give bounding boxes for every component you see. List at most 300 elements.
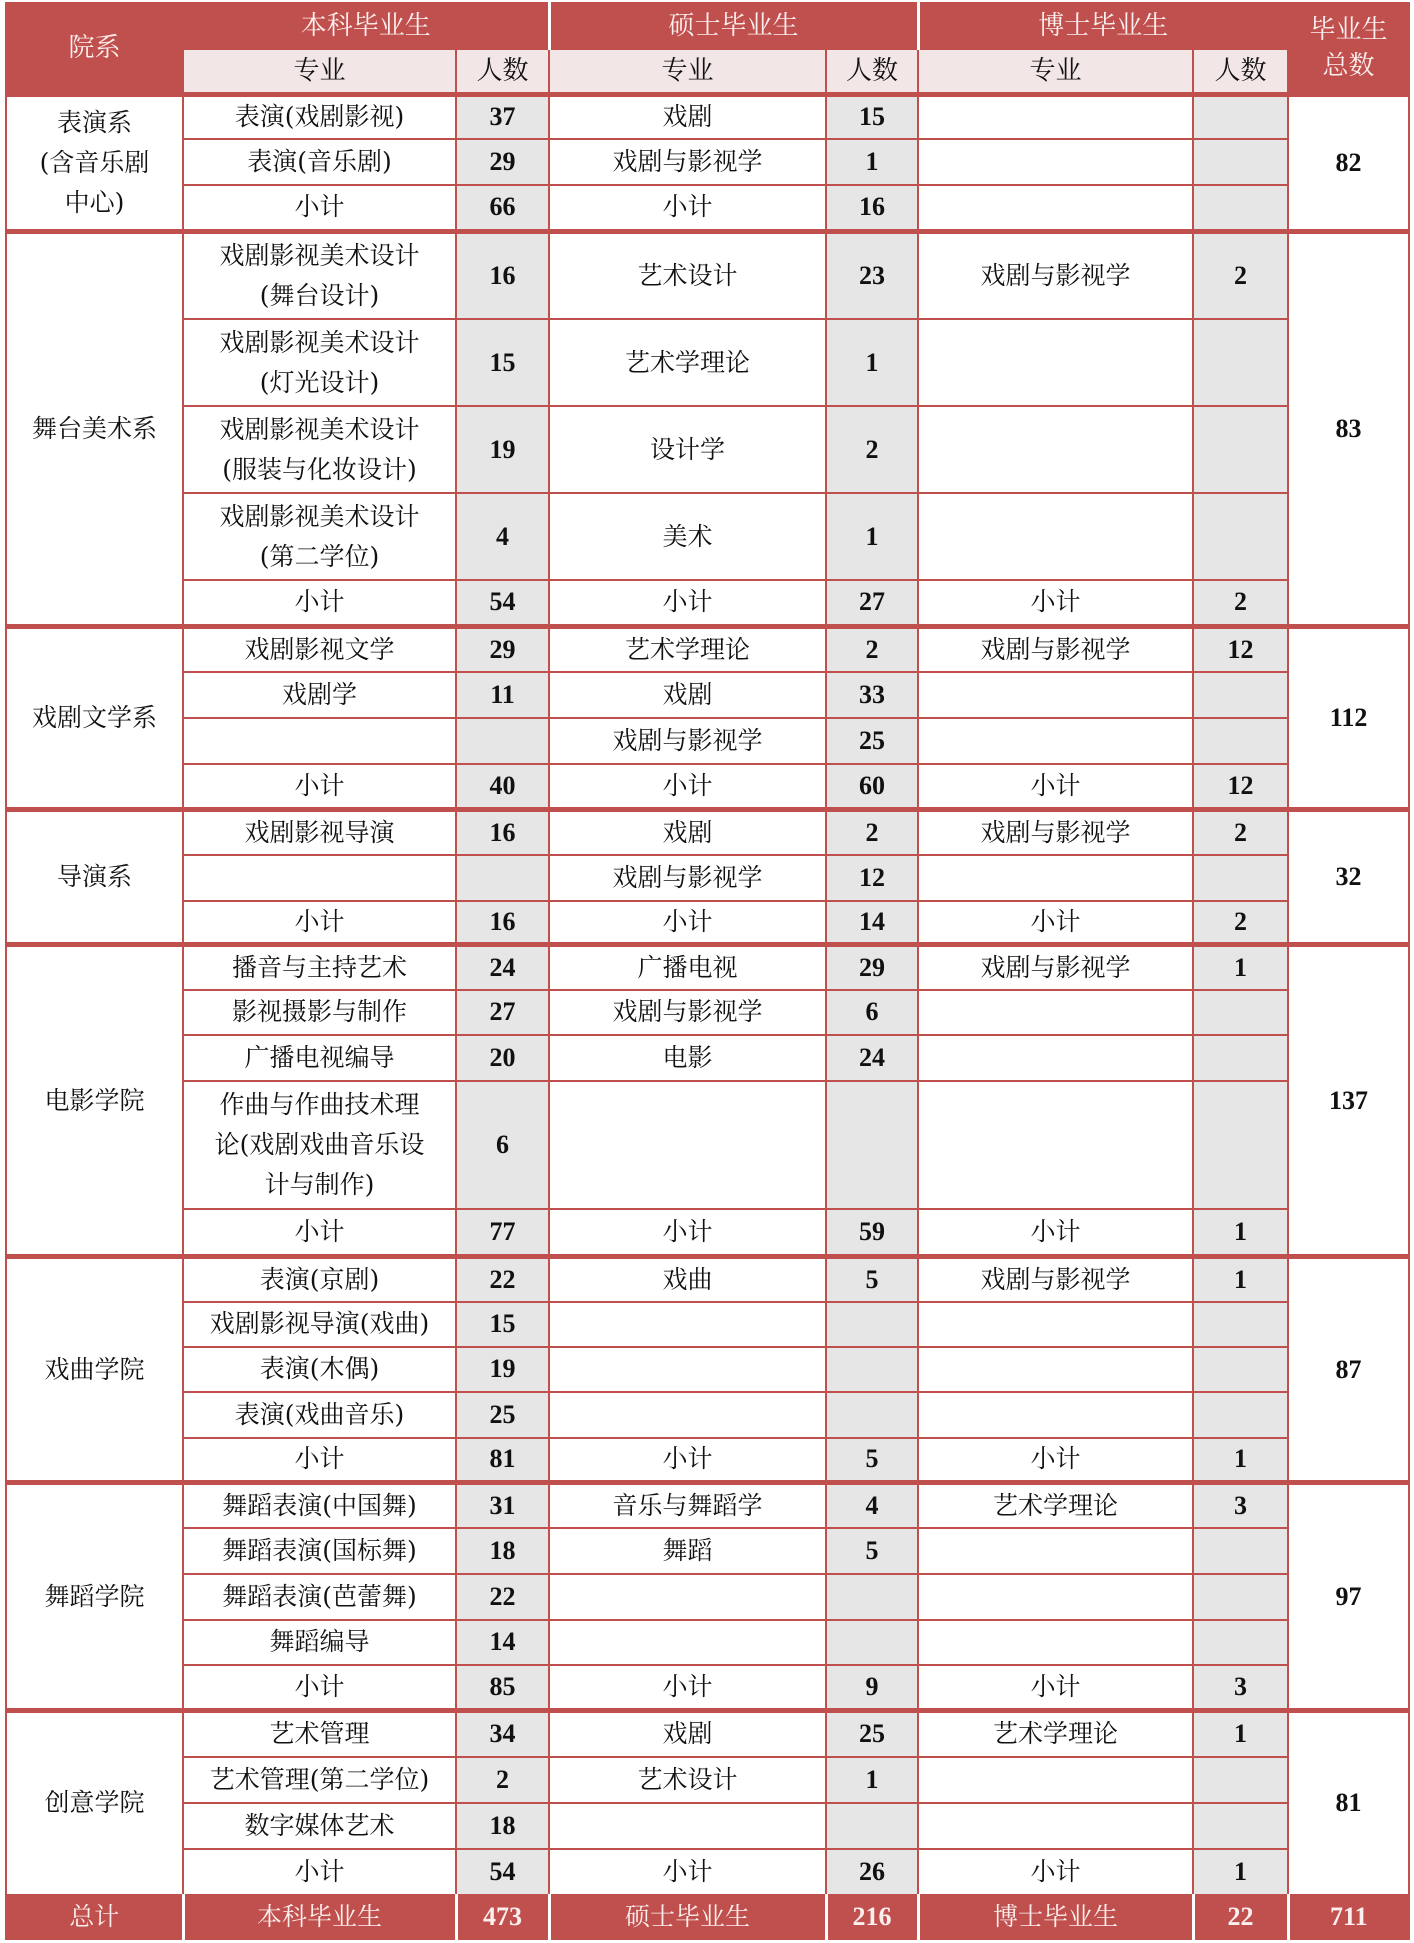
bachelor-major	[183, 855, 456, 901]
master-major: 戏剧	[549, 94, 826, 139]
table-row	[6, 406, 1409, 493]
doctor-major	[918, 1757, 1193, 1803]
doctor-major	[918, 1081, 1193, 1209]
footer-grand-total: 711	[1288, 1895, 1409, 1939]
master-major: 戏剧与影视学	[549, 139, 826, 185]
master-subtotal: 9	[826, 1665, 918, 1711]
master-major: 设计学	[549, 406, 826, 493]
doctor-major: 戏剧与影视学	[918, 231, 1193, 319]
header-doctor-count: 人数	[1193, 49, 1288, 94]
department-name	[6, 626, 183, 809]
department-total: 112	[1288, 626, 1409, 809]
text-line: 舞蹈学院	[44, 1581, 145, 1611]
master-subtotal: 60	[826, 764, 918, 809]
header-row-1	[6, 3, 1409, 49]
doctor-major	[918, 493, 1193, 580]
text-line: 表演(木偶)	[259, 1354, 380, 1383]
subtotal-label: 小计	[918, 1665, 1193, 1711]
master-major: 艺术设计	[549, 1757, 826, 1803]
bachelor-subtotal: 16	[456, 901, 549, 945]
master-count: 1	[826, 319, 918, 406]
master-major: 戏剧	[549, 672, 826, 718]
master-count: 29	[826, 945, 918, 990]
bachelor-count: 11	[456, 672, 549, 718]
bachelor-major	[183, 1711, 456, 1757]
bachelor-count: 18	[456, 1803, 549, 1849]
doctor-major	[918, 1035, 1193, 1081]
bachelor-major	[183, 1081, 456, 1209]
master-count: 25	[826, 1711, 918, 1757]
table-row	[6, 1483, 1409, 1528]
doctor-subtotal: 12	[1193, 764, 1288, 809]
department-name	[6, 1257, 183, 1483]
text-line: 舞蹈表演(芭蕾舞)	[222, 1581, 417, 1611]
doctor-major	[918, 1574, 1193, 1620]
text-line: 广播电视编导	[244, 1042, 395, 1072]
doctor-count	[1193, 672, 1288, 718]
master-count	[826, 1347, 918, 1392]
doctor-subtotal: 2	[1193, 901, 1288, 945]
bachelor-major	[183, 1392, 456, 1438]
bachelor-major	[183, 493, 456, 580]
table-row	[6, 1574, 1409, 1620]
master-major: 广播电视	[549, 945, 826, 990]
text-line: (舞台设计)	[259, 280, 380, 310]
text-line: 戏剧影视美术设计	[219, 327, 420, 357]
bachelor-major	[183, 231, 456, 319]
doctor-major: 戏剧与影视学	[918, 626, 1193, 672]
bachelor-major	[183, 990, 456, 1035]
bachelor-major	[183, 672, 456, 718]
bachelor-subtotal: 81	[456, 1438, 549, 1483]
text-line: 表演系	[56, 107, 132, 137]
doctor-major	[918, 855, 1193, 901]
bachelor-count: 4	[456, 493, 549, 580]
subtotal-label: 小计	[183, 901, 456, 945]
text-line: (含音乐剧	[39, 147, 150, 177]
bachelor-major	[183, 1302, 456, 1347]
subtotal-label: 小计	[183, 580, 456, 626]
table-row	[6, 1302, 1409, 1347]
master-count: 4	[826, 1483, 918, 1528]
department-total: 81	[1288, 1711, 1409, 1895]
bachelor-count	[456, 855, 549, 901]
bachelor-major	[183, 1803, 456, 1849]
master-major: 戏剧	[549, 1711, 826, 1757]
master-count: 33	[826, 672, 918, 718]
doctor-major	[918, 1528, 1193, 1574]
header-department: 院系	[6, 3, 183, 94]
header-doctor-major: 专业	[918, 49, 1193, 94]
bachelor-count: 15	[456, 319, 549, 406]
subtotal-label: 小计	[918, 580, 1193, 626]
subtotal-label: 小计	[549, 1438, 826, 1483]
text-line: 艺术管理(第二学位)	[209, 1764, 430, 1794]
bachelor-count: 15	[456, 1302, 549, 1347]
footer-doctor-total: 22	[1193, 1895, 1288, 1939]
department-total: 137	[1288, 945, 1409, 1257]
department-name	[6, 94, 183, 231]
bachelor-major	[183, 809, 456, 855]
subtotal-label: 小计	[549, 901, 826, 945]
department-name	[6, 231, 183, 626]
doctor-major: 戏剧与影视学	[918, 809, 1193, 855]
table-row	[6, 1620, 1409, 1665]
doctor-major	[918, 94, 1193, 139]
master-count	[826, 1620, 918, 1665]
doctor-major	[918, 1620, 1193, 1665]
subtotal-label: 小计	[549, 1665, 826, 1711]
subtotal-label: 小计	[183, 185, 456, 231]
doctor-major	[918, 672, 1193, 718]
header-bachelor: 本科毕业生	[183, 3, 549, 49]
doctor-count	[1193, 718, 1288, 764]
table-row	[6, 626, 1409, 672]
text-line: (灯光设计)	[259, 367, 380, 397]
subtotal-row	[6, 1665, 1409, 1711]
doctor-count: 2	[1193, 809, 1288, 855]
bachelor-major	[183, 319, 456, 406]
master-count: 1	[826, 139, 918, 185]
bachelor-subtotal: 85	[456, 1665, 549, 1711]
doctor-count	[1193, 1620, 1288, 1665]
master-major: 电影	[549, 1035, 826, 1081]
master-count: 6	[826, 990, 918, 1035]
text-line: 戏剧影视导演(戏曲)	[209, 1309, 430, 1338]
table-row	[6, 718, 1409, 764]
text-line: 播音与主持艺术	[231, 952, 407, 982]
table-row	[6, 1257, 1409, 1302]
bachelor-count: 34	[456, 1711, 549, 1757]
master-major: 艺术学理论	[549, 626, 826, 672]
subtotal-label: 小计	[549, 764, 826, 809]
doctor-count: 1	[1193, 1711, 1288, 1757]
doctor-major	[918, 1302, 1193, 1347]
table-row	[6, 139, 1409, 185]
text-line: 表演(京剧)	[259, 1264, 380, 1294]
bachelor-count: 31	[456, 1483, 549, 1528]
table-row	[6, 1711, 1409, 1757]
header-bachelor-count: 人数	[456, 49, 549, 94]
table-row	[6, 94, 1409, 139]
bachelor-major	[183, 1257, 456, 1302]
doctor-count	[1193, 1392, 1288, 1438]
text-line: 导演系	[56, 861, 132, 891]
table-row	[6, 672, 1409, 718]
text-line: 戏剧文学系	[31, 702, 157, 732]
doctor-major	[918, 1803, 1193, 1849]
table-row	[6, 1803, 1409, 1849]
subtotal-label: 小计	[918, 764, 1193, 809]
master-count: 24	[826, 1035, 918, 1081]
master-major: 舞蹈	[549, 1528, 826, 1574]
master-count: 2	[826, 406, 918, 493]
text-line: 舞蹈编导	[269, 1627, 370, 1656]
master-major	[549, 1081, 826, 1209]
master-major	[549, 1803, 826, 1849]
bachelor-major	[183, 945, 456, 990]
doctor-major	[918, 406, 1193, 493]
table-row	[6, 809, 1409, 855]
subtotal-label: 小计	[918, 1209, 1193, 1257]
doctor-count	[1193, 1302, 1288, 1347]
text-line: 创意学院	[44, 1788, 145, 1818]
text-line: 电影学院	[44, 1085, 145, 1115]
department-name	[6, 809, 183, 945]
doctor-subtotal: 1	[1193, 1209, 1288, 1257]
bachelor-major	[183, 139, 456, 185]
subtotal-label: 小计	[183, 1665, 456, 1711]
bachelor-count: 22	[456, 1574, 549, 1620]
table-row	[6, 945, 1409, 990]
bachelor-count: 6	[456, 1081, 549, 1209]
doctor-subtotal	[1193, 185, 1288, 231]
master-count: 15	[826, 94, 918, 139]
doctor-count	[1193, 1528, 1288, 1574]
footer-bachelor-label: 本科毕业生	[183, 1895, 456, 1939]
subtotal-label: 小计	[183, 1849, 456, 1895]
doctor-major	[918, 319, 1193, 406]
bachelor-count: 2	[456, 1757, 549, 1803]
footer-master-label: 硕士毕业生	[549, 1895, 826, 1939]
subtotal-label: 小计	[918, 1849, 1193, 1895]
table-row	[6, 1347, 1409, 1392]
subtotal-label: 小计	[918, 901, 1193, 945]
subtotal-label: 小计	[549, 1849, 826, 1895]
master-major: 美术	[549, 493, 826, 580]
doctor-count	[1193, 990, 1288, 1035]
department-total: 83	[1288, 231, 1409, 626]
text-line: 表演(戏曲音乐)	[234, 1399, 405, 1429]
text-line: 作曲与作曲技术理	[219, 1089, 420, 1119]
bachelor-subtotal: 54	[456, 1849, 549, 1895]
header-doctor: 博士毕业生	[918, 3, 1288, 49]
master-subtotal: 14	[826, 901, 918, 945]
header-row-2	[6, 49, 1409, 94]
doctor-count	[1193, 139, 1288, 185]
bachelor-major	[183, 1574, 456, 1620]
doctor-major	[918, 718, 1193, 764]
master-major: 戏剧与影视学	[549, 855, 826, 901]
header-total	[1288, 3, 1409, 94]
bachelor-count: 16	[456, 809, 549, 855]
table-row	[6, 1528, 1409, 1574]
table-row	[6, 1081, 1409, 1209]
bachelor-count: 19	[456, 406, 549, 493]
bachelor-count: 29	[456, 139, 549, 185]
text-line: 艺术管理	[269, 1719, 370, 1749]
doctor-major	[918, 1347, 1193, 1392]
header-master-major: 专业	[549, 49, 826, 94]
master-count: 23	[826, 231, 918, 319]
subtotal-row	[6, 1438, 1409, 1483]
text-line: 戏剧影视美术设计	[219, 501, 420, 531]
text-line: 论(戏剧戏曲音乐设	[214, 1129, 425, 1159]
bachelor-major	[183, 406, 456, 493]
doctor-major: 戏剧与影视学	[918, 945, 1193, 990]
bachelor-major	[183, 1035, 456, 1081]
text-line: 表演(戏剧影视)	[234, 102, 405, 132]
doctor-count: 3	[1193, 1483, 1288, 1528]
master-count: 1	[826, 493, 918, 580]
header-master: 硕士毕业生	[549, 3, 918, 49]
doctor-count	[1193, 1757, 1288, 1803]
table-row	[6, 855, 1409, 901]
bachelor-major	[183, 1347, 456, 1392]
bachelor-major	[183, 1620, 456, 1665]
subtotal-row	[6, 1849, 1409, 1895]
bachelor-count: 14	[456, 1620, 549, 1665]
table-row	[6, 990, 1409, 1035]
master-count	[826, 1574, 918, 1620]
master-subtotal: 26	[826, 1849, 918, 1895]
bachelor-count: 20	[456, 1035, 549, 1081]
master-major: 戏剧与影视学	[549, 990, 826, 1035]
department-total: 32	[1288, 809, 1409, 945]
text-line: 戏剧学	[281, 680, 357, 709]
subtotal-row	[6, 764, 1409, 809]
footer-master-total: 216	[826, 1895, 918, 1939]
table-row	[6, 493, 1409, 580]
bachelor-major	[183, 1528, 456, 1574]
doctor-count	[1193, 1081, 1288, 1209]
text-line: 舞蹈表演(国标舞)	[222, 1535, 417, 1565]
bachelor-major	[183, 94, 456, 139]
bachelor-count: 25	[456, 1392, 549, 1438]
doctor-count	[1193, 319, 1288, 406]
subtotal-label: 小计	[549, 580, 826, 626]
master-major	[549, 1620, 826, 1665]
bachelor-major	[183, 1483, 456, 1528]
master-subtotal: 27	[826, 580, 918, 626]
master-count: 2	[826, 626, 918, 672]
department-name	[6, 945, 183, 1257]
department-total: 97	[1288, 1483, 1409, 1711]
subtotal-label: 小计	[183, 1209, 456, 1257]
doctor-count	[1193, 406, 1288, 493]
doctor-major	[918, 139, 1193, 185]
text-line: 舞台美术系	[31, 413, 157, 443]
bachelor-subtotal: 77	[456, 1209, 549, 1257]
header-master-count: 人数	[826, 49, 918, 94]
subtotal-row	[6, 1209, 1409, 1257]
table-row	[6, 319, 1409, 406]
doctor-count	[1193, 855, 1288, 901]
text-line: 戏剧影视导演	[244, 817, 395, 847]
bachelor-count: 16	[456, 231, 549, 319]
text-line: 中心)	[64, 187, 125, 217]
doctor-major	[918, 990, 1193, 1035]
doctor-major: 艺术学理论	[918, 1711, 1193, 1757]
bachelor-count: 18	[456, 1528, 549, 1574]
master-major: 音乐与舞蹈学	[549, 1483, 826, 1528]
master-major: 戏剧与影视学	[549, 718, 826, 764]
doctor-count	[1193, 1035, 1288, 1081]
master-count: 12	[826, 855, 918, 901]
bachelor-count: 24	[456, 945, 549, 990]
master-subtotal: 16	[826, 185, 918, 231]
master-subtotal: 5	[826, 1438, 918, 1483]
doctor-subtotal: 3	[1193, 1665, 1288, 1711]
doctor-major	[918, 1392, 1193, 1438]
text-line: 影视摄影与制作	[231, 997, 407, 1026]
subtotal-row	[6, 185, 1409, 231]
header-total-line2: 总数	[1322, 50, 1375, 81]
bachelor-count: 19	[456, 1347, 549, 1392]
bachelor-count: 22	[456, 1257, 549, 1302]
text-line: 表演(音乐剧)	[247, 147, 392, 176]
footer-label: 总计	[6, 1895, 183, 1939]
doctor-subtotal: 1	[1193, 1849, 1288, 1895]
master-major: 艺术学理论	[549, 319, 826, 406]
master-major: 戏曲	[549, 1257, 826, 1302]
table-row	[6, 1392, 1409, 1438]
master-major	[549, 1392, 826, 1438]
bachelor-subtotal: 54	[456, 580, 549, 626]
table-row	[6, 231, 1409, 319]
bachelor-major	[183, 718, 456, 764]
master-major: 戏剧	[549, 809, 826, 855]
bachelor-count: 27	[456, 990, 549, 1035]
doctor-count	[1193, 1803, 1288, 1849]
department-name	[6, 1711, 183, 1895]
department-total: 87	[1288, 1257, 1409, 1483]
master-count	[826, 1081, 918, 1209]
department-name	[6, 1483, 183, 1711]
text-line: (第二学位)	[259, 541, 380, 571]
doctor-count	[1193, 1347, 1288, 1392]
table-row	[6, 1757, 1409, 1803]
doctor-major: 艺术学理论	[918, 1483, 1193, 1528]
department-total: 82	[1288, 94, 1409, 231]
text-line: 舞蹈表演(中国舞)	[222, 1490, 417, 1520]
bachelor-subtotal: 40	[456, 764, 549, 809]
footer-doctor-label: 博士毕业生	[918, 1895, 1193, 1939]
subtotal-row	[6, 901, 1409, 945]
doctor-subtotal: 2	[1193, 580, 1288, 626]
bachelor-count: 29	[456, 626, 549, 672]
subtotal-label: 小计	[183, 1438, 456, 1483]
graduates-table	[5, 2, 1410, 1940]
text-line: (服装与化妆设计)	[222, 454, 417, 484]
text-line: 计与制作)	[264, 1169, 375, 1199]
master-subtotal: 59	[826, 1209, 918, 1257]
master-major	[549, 1347, 826, 1392]
bachelor-major	[183, 1757, 456, 1803]
doctor-count	[1193, 94, 1288, 139]
text-line: 戏剧影视美术设计	[219, 414, 420, 444]
master-count: 25	[826, 718, 918, 764]
subtotal-row	[6, 580, 1409, 626]
doctor-count	[1193, 1574, 1288, 1620]
subtotal-label: 小计	[549, 1209, 826, 1257]
master-count	[826, 1302, 918, 1347]
bachelor-major	[183, 626, 456, 672]
doctor-subtotal: 1	[1193, 1438, 1288, 1483]
header-bachelor-major: 专业	[183, 49, 456, 94]
doctor-count	[1193, 493, 1288, 580]
header-total-line1: 毕业生	[1309, 14, 1388, 45]
text-line: 戏曲学院	[44, 1354, 145, 1384]
doctor-major: 戏剧与影视学	[918, 1257, 1193, 1302]
master-count	[826, 1392, 918, 1438]
master-major	[549, 1574, 826, 1620]
footer-bachelor-total: 473	[456, 1895, 549, 1939]
text-line: 戏剧影视文学	[244, 634, 395, 664]
grand-total-row	[6, 1895, 1409, 1939]
master-count: 5	[826, 1257, 918, 1302]
master-major	[549, 1302, 826, 1347]
